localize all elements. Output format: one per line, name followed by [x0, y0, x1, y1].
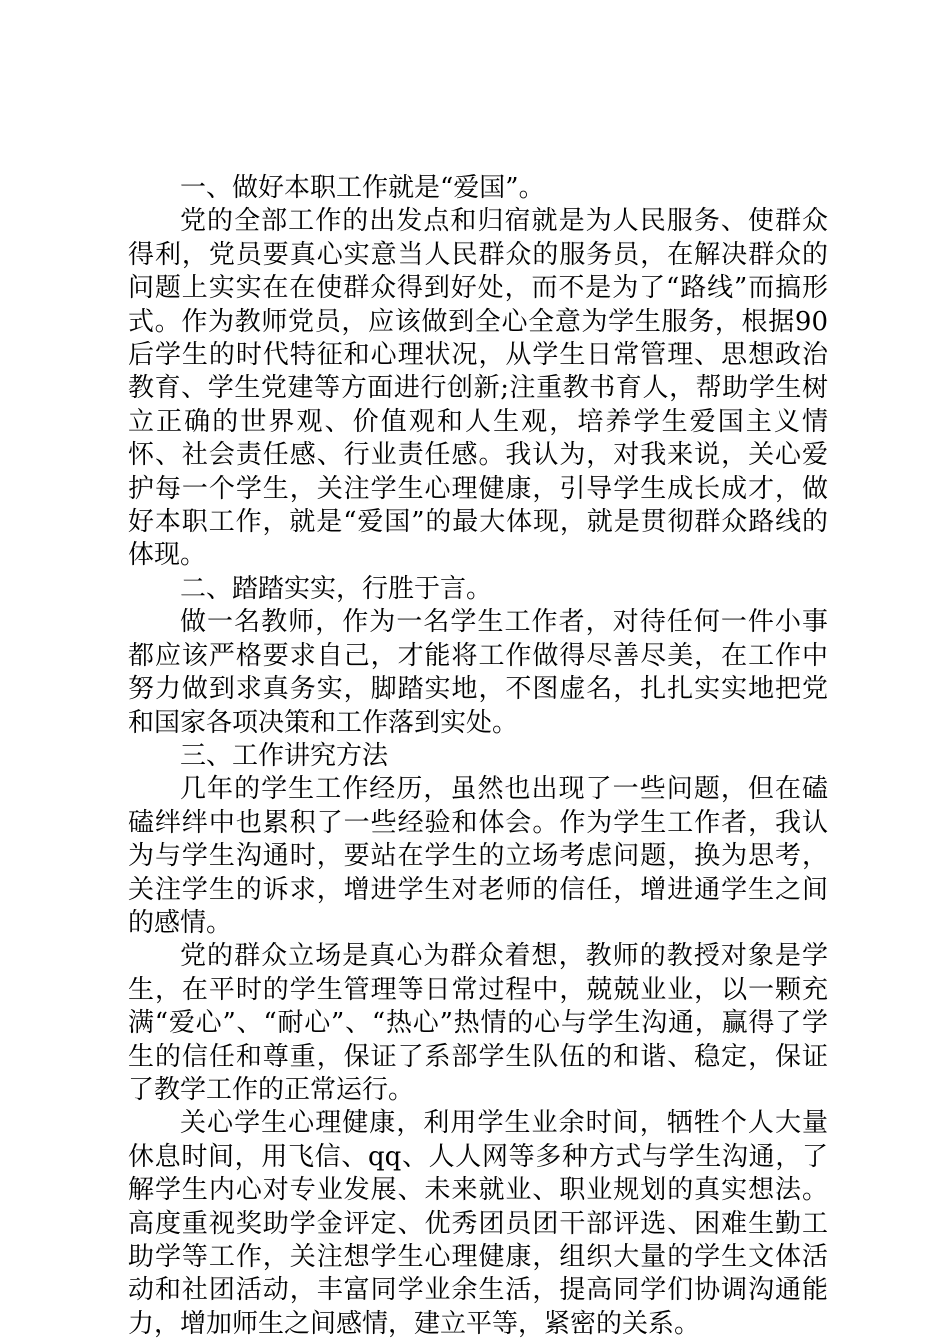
- heading-3: 三、工作讲究方法: [180, 740, 389, 771]
- heading-1: 一、做好本职工作就是“爱国”。: [180, 173, 545, 203]
- paragraph-5: 关心学生心理健康，利用学生业余时间，牺牲个人大量休息时间，用飞信、qq、人人网等多种方式与学生沟通，了解学生内心对专业发展、未来就业、职业规划的真实想法。高度重视奖助学金评定、优秀团员团干部评选、困难生勤工助学等工作，关注想学生心理健康，组织大量的学生文体活动和社团活动，丰富同学业余生活，提高同学们协调沟通能力，增加师生之间感情，建立平等，紧密的关系。: [128, 1108, 828, 1339]
- paragraph-1: 党的全部工作的出发点和归宿就是为人民服务、使群众得利，党员要真心实意当人民群众的服务员，在解决群众的问题上实实在在使群众得到好处，而不是为了“路线”而搞形式。作为教师党员，应该做到全心全意为学生服务，根据90后学生的时代特征和心理状况，从学生日常管理、思想政治教育、学生党建等方面进行创新;注重教书育人，帮助学生树立正确的世界观、价值观和人生观，培养学生爱国主义情怀、社会责任感、行业责任感。我认为，对我来说，关心爱护每一个学生，关注学生心理健康，引导学生成长成才，做好本职工作，就是“爱国”的最大体现，就是贯彻群众路线的体现。: [128, 206, 828, 571]
- paragraph-3: 几年的学生工作经历，虽然也出现了一些问题，但在磕磕绊绊中也累积了一些经验和体会。作为学生工作者，我认为与学生沟通时，要站在学生的立场考虑问题，换为思考，关注学生的诉求，增进学生对老师的信任，增进通学生之间的感情。: [128, 774, 828, 938]
- heading-2: 二、踏踏实实，行胜于言。: [180, 573, 493, 604]
- document-body: [128, 172, 828, 1341]
- paragraph-4: 党的群众立场是真心为群众着想，教师的教授对象是学生，在平时的学生管理等日常过程中，兢兢业业，以一颗充满“爱心”、“耐心”、“热心”热情的心与学生沟通，赢得了学生的信任和尊重，保证了系部学生队伍的和谐、稳定，保证了教学工作的正常运行。: [128, 941, 828, 1105]
- paragraph-2: 做一名教师，作为一名学生工作者，对待任何一件小事都应该严格要求自己，才能将工作做得尽善尽美，在工作中努力做到求真务实，脚踏实地，不图虚名，扎扎实实地把党和国家各项决策和工作落到实处。: [128, 607, 828, 738]
